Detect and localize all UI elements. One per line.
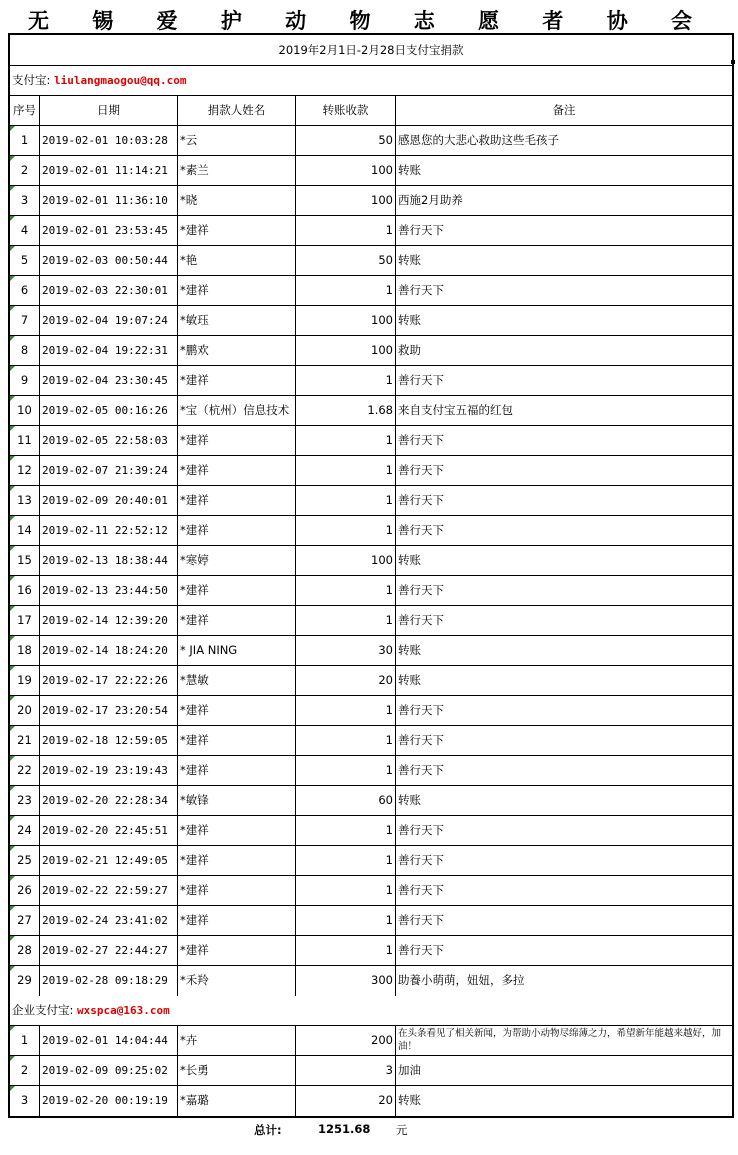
header-note: 备注	[552, 103, 576, 117]
row-date: 2019-02-28 09:18:29	[40, 966, 178, 996]
row-amount: 1	[296, 276, 396, 305]
row-date: 2019-02-05 00:16:26	[40, 396, 178, 425]
row-no: 24	[10, 816, 40, 845]
row-amount: 1	[296, 696, 396, 725]
enterprise-rows	[10, 1026, 732, 1116]
row-note: 转账	[398, 673, 421, 687]
row-amount: 1	[296, 606, 396, 635]
row-donor-name: *建祥	[178, 846, 296, 875]
page-title: 无 锡 爱 护 动 物 志 愿 者 协 会	[27, 8, 711, 33]
row-no: 2	[10, 156, 40, 185]
row-note: 善行天下	[398, 463, 444, 477]
row-date: 2019-02-20 22:28:34	[40, 786, 178, 815]
row-amount: 1	[296, 456, 396, 485]
row-date: 2019-02-17 22:22:26	[40, 666, 178, 695]
row-no: 21	[10, 726, 40, 755]
row-amount: 1	[296, 366, 396, 395]
row-date: 2019-02-22 22:59:27	[40, 876, 178, 905]
row-amount: 100	[296, 336, 396, 365]
row-date: 2019-02-04 23:30:45	[40, 366, 178, 395]
row-no: 13	[10, 486, 40, 515]
row-note: 转账	[398, 553, 421, 567]
sheet-subtitle: 2019年2月1日-2月28日支付宝捐款	[10, 35, 732, 66]
row-note: 来自支付宝五福的红包	[398, 403, 513, 417]
row-no: 3	[10, 186, 40, 215]
row-amount: 1	[296, 516, 396, 545]
row-amount: 1	[296, 486, 396, 515]
row-donor-name: * JIA NING	[178, 636, 296, 665]
table-row	[10, 1086, 732, 1116]
row-date: 2019-02-14 12:39:20	[40, 606, 178, 635]
row-amount: 50	[296, 246, 396, 275]
row-amount: 1	[296, 576, 396, 605]
total-label: 总计:	[254, 1123, 282, 1137]
row-donor-name: *建祥	[178, 216, 296, 245]
row-date: 2019-02-27 22:44:27	[40, 936, 178, 965]
table-row	[10, 726, 732, 756]
row-date: 2019-02-05 22:58:03	[40, 426, 178, 455]
row-no: 7	[10, 306, 40, 335]
row-amount: 1	[296, 876, 396, 905]
row-date: 2019-02-19 23:19:43	[40, 756, 178, 785]
row-no: 1	[10, 126, 40, 155]
row-note: 转账	[398, 793, 421, 807]
row-no: 5	[10, 246, 40, 275]
row-donor-name: *鹏欢	[178, 336, 296, 365]
row-no: 2	[10, 1056, 40, 1085]
row-no: 4	[10, 216, 40, 245]
row-note: 转账	[398, 313, 421, 327]
row-amount: 1	[296, 726, 396, 755]
row-date: 2019-02-24 23:41:02	[40, 906, 178, 935]
row-date: 2019-02-04 19:07:24	[40, 306, 178, 335]
table-row	[10, 216, 732, 246]
row-donor-name: *艳	[178, 246, 296, 275]
row-no: 16	[10, 576, 40, 605]
row-donor-name: *敏锋	[178, 786, 296, 815]
row-amount: 1	[296, 816, 396, 845]
row-note: 善行天下	[398, 283, 444, 297]
table-row	[10, 846, 732, 876]
row-date: 2019-02-13 18:38:44	[40, 546, 178, 575]
table-row	[10, 906, 732, 936]
row-note: 善行天下	[398, 823, 444, 837]
row-donor-name: *建祥	[178, 906, 296, 935]
row-note: 转账	[398, 163, 421, 177]
row-no: 26	[10, 876, 40, 905]
enterprise-alipay-label: 企业支付宝:	[12, 1003, 74, 1017]
row-no: 20	[10, 696, 40, 725]
row-donor-name: *晓	[178, 186, 296, 215]
row-donor-name: *建祥	[178, 726, 296, 755]
total-value: 1251.68	[318, 1122, 371, 1136]
row-no: 22	[10, 756, 40, 785]
row-date: 2019-02-14 18:24:20	[40, 636, 178, 665]
row-note: 转账	[398, 253, 421, 267]
row-date: 2019-02-01 11:14:21	[40, 156, 178, 185]
row-no: 28	[10, 936, 40, 965]
row-date: 2019-02-09 20:40:01	[40, 486, 178, 515]
row-date: 2019-02-01 11:36:10	[40, 186, 178, 215]
row-date: 2019-02-13 23:44:50	[40, 576, 178, 605]
row-note: 善行天下	[398, 493, 444, 507]
total-unit: 元	[396, 1123, 408, 1137]
row-donor-name: *禾羚	[178, 966, 296, 996]
row-note: 助養小萌萌，妞妞，多拉	[398, 973, 525, 987]
row-donor-name: *嘉璐	[178, 1086, 296, 1116]
row-no: 1	[10, 1026, 40, 1055]
row-donor-name: *建祥	[178, 756, 296, 785]
table-row	[10, 786, 732, 816]
row-no: 17	[10, 606, 40, 635]
row-amount: 20	[296, 666, 396, 695]
row-donor-name: *素兰	[178, 156, 296, 185]
personal-rows	[10, 126, 732, 996]
table-row	[10, 636, 732, 666]
row-date: 2019-02-20 00:19:19	[40, 1086, 178, 1116]
row-no: 14	[10, 516, 40, 545]
table-row	[10, 576, 732, 606]
table-row	[10, 756, 732, 786]
enterprise-alipay-account: wxspca@163.com	[77, 1004, 170, 1017]
table-row	[10, 696, 732, 726]
row-amount: 50	[296, 126, 396, 155]
row-note: 善行天下	[398, 583, 444, 597]
row-donor-name: *宝（杭州）信息技术	[178, 396, 296, 425]
row-note: 善行天下	[398, 943, 444, 957]
row-amount: 3	[296, 1056, 396, 1085]
row-date: 2019-02-01 14:04:44	[40, 1026, 178, 1055]
row-no: 3	[10, 1086, 40, 1116]
row-amount: 60	[296, 786, 396, 815]
header-no: 序号	[10, 96, 40, 125]
row-date: 2019-02-01 10:03:28	[40, 126, 178, 155]
header-date: 日期	[40, 96, 178, 125]
table-row	[10, 156, 732, 186]
table-row	[10, 966, 732, 996]
row-no: 19	[10, 666, 40, 695]
row-no: 23	[10, 786, 40, 815]
row-date: 2019-02-18 12:59:05	[40, 726, 178, 755]
row-note: 善行天下	[398, 523, 444, 537]
row-note: 西施2月助养	[398, 193, 463, 207]
row-no: 8	[10, 336, 40, 365]
row-no: 29	[10, 966, 40, 996]
row-note: 在头条看见了相关新闻，为帮助小动物尽绵薄之力，希望新年能越来越好，加油！	[398, 1028, 722, 1052]
table-row	[10, 246, 732, 276]
table-row	[10, 456, 732, 486]
row-note: 加油	[398, 1063, 421, 1077]
row-no: 15	[10, 546, 40, 575]
row-note: 善行天下	[398, 763, 444, 777]
row-note: 善行天下	[398, 373, 444, 387]
row-amount: 30	[296, 636, 396, 665]
row-donor-name: *建祥	[178, 366, 296, 395]
row-amount: 1	[296, 846, 396, 875]
row-donor-name: *寒婷	[178, 546, 296, 575]
row-note: 转账	[398, 1093, 421, 1107]
row-date: 2019-02-04 19:22:31	[40, 336, 178, 365]
row-amount: 200	[296, 1026, 396, 1055]
header-name: 捐款人姓名	[178, 96, 296, 125]
table-row	[10, 306, 732, 336]
row-note: 善行天下	[398, 613, 444, 627]
row-donor-name: *敏珏	[178, 306, 296, 335]
row-note: 善行天下	[398, 223, 444, 237]
row-donor-name: *建祥	[178, 876, 296, 905]
row-amount: 1	[296, 756, 396, 785]
row-date: 2019-02-17 23:20:54	[40, 696, 178, 725]
row-no: 9	[10, 366, 40, 395]
table-row	[10, 936, 732, 966]
row-date: 2019-02-03 00:50:44	[40, 246, 178, 275]
row-amount: 100	[296, 546, 396, 575]
row-no: 10	[10, 396, 40, 425]
table-row	[10, 546, 732, 576]
enterprise-alipay-section	[10, 996, 732, 1026]
row-donor-name: *慧敏	[178, 666, 296, 695]
table-row	[10, 486, 732, 516]
row-amount: 100	[296, 186, 396, 215]
row-donor-name: *建祥	[178, 816, 296, 845]
table-row	[10, 516, 732, 546]
table-row	[10, 336, 732, 366]
row-donor-name: *云	[178, 126, 296, 155]
row-donor-name: *建祥	[178, 936, 296, 965]
row-note: 善行天下	[398, 913, 444, 927]
row-note: 善行天下	[398, 733, 444, 747]
row-amount: 100	[296, 156, 396, 185]
table-row	[10, 666, 732, 696]
table-row	[10, 186, 732, 216]
row-date: 2019-02-07 21:39:24	[40, 456, 178, 485]
row-no: 25	[10, 846, 40, 875]
personal-alipay-label: 支付宝:	[12, 73, 51, 87]
row-donor-name: *建祥	[178, 576, 296, 605]
row-amount: 300	[296, 966, 396, 996]
row-no: 12	[10, 456, 40, 485]
row-date: 2019-02-01 23:53:45	[40, 216, 178, 245]
row-note: 善行天下	[398, 703, 444, 717]
row-date: 2019-02-21 12:49:05	[40, 846, 178, 875]
table-row	[10, 276, 732, 306]
table-row	[10, 606, 732, 636]
row-donor-name: *建祥	[178, 456, 296, 485]
table-row	[10, 816, 732, 846]
table-row	[10, 126, 732, 156]
row-amount: 1	[296, 936, 396, 965]
row-note: 善行天下	[398, 883, 444, 897]
row-date: 2019-02-11 22:52:12	[40, 516, 178, 545]
row-donor-name: *卉	[178, 1026, 296, 1055]
row-date: 2019-02-20 22:45:51	[40, 816, 178, 845]
total-line	[0, 1122, 738, 1138]
row-note: 感恩您的大悲心救助这些毛孩子	[398, 133, 559, 147]
row-no: 6	[10, 276, 40, 305]
table-row	[10, 366, 732, 396]
row-amount: 1	[296, 906, 396, 935]
row-donor-name: *建祥	[178, 276, 296, 305]
table-row	[10, 426, 732, 456]
row-note: 救助	[398, 343, 421, 357]
row-amount: 100	[296, 306, 396, 335]
sheet-corner-marker	[731, 60, 735, 64]
table-row	[10, 1026, 732, 1056]
donation-sheet	[8, 33, 734, 1118]
row-no: 27	[10, 906, 40, 935]
row-date: 2019-02-09 09:25:02	[40, 1056, 178, 1085]
table-row	[10, 396, 732, 426]
row-amount: 1	[296, 216, 396, 245]
row-no: 18	[10, 636, 40, 665]
row-donor-name: *建祥	[178, 606, 296, 635]
row-note: 善行天下	[398, 433, 444, 447]
row-note: 善行天下	[398, 853, 444, 867]
row-note: 转账	[398, 643, 421, 657]
table-row	[10, 876, 732, 906]
row-donor-name: *长勇	[178, 1056, 296, 1085]
row-amount: 20	[296, 1086, 396, 1116]
row-amount: 1	[296, 426, 396, 455]
row-date: 2019-02-03 22:30:01	[40, 276, 178, 305]
personal-alipay-section	[10, 66, 732, 96]
row-no: 11	[10, 426, 40, 455]
header-amount: 转账收款	[296, 96, 396, 125]
table-header	[10, 96, 732, 126]
row-donor-name: *建祥	[178, 516, 296, 545]
table-row	[10, 1056, 732, 1086]
row-donor-name: *建祥	[178, 696, 296, 725]
row-donor-name: *建祥	[178, 486, 296, 515]
row-amount: 1.68	[296, 396, 396, 425]
personal-alipay-account: liulangmaogou@qq.com	[54, 74, 187, 87]
row-donor-name: *建祥	[178, 426, 296, 455]
